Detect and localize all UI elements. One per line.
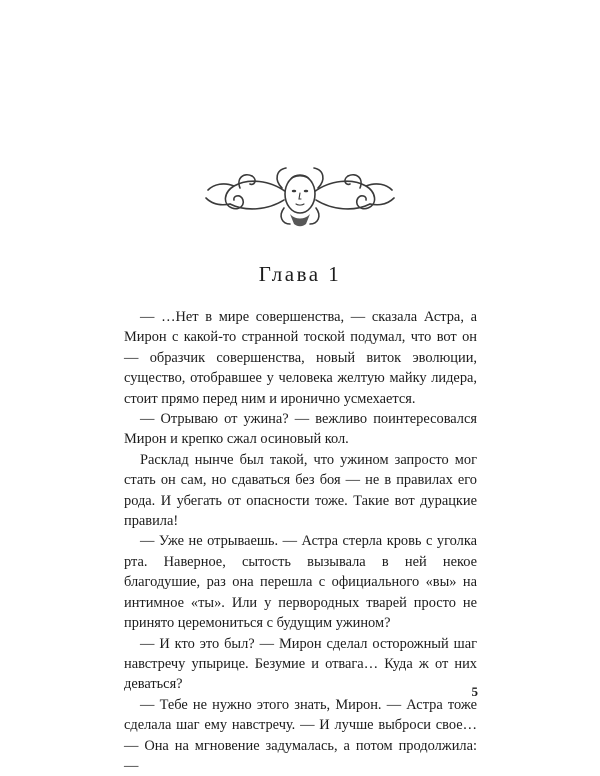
chapter-title: Глава 1: [258, 262, 342, 286]
paragraph: — …Нет в мире совершенства, — сказала Астра, а Мирон с какой-то странной тоской подумал, что вот он — образчик совершенства, новый виток эволюции, существо, отобравшее у человека желтую майку лидера, стоит прямо перед ним и иронично усмехается.: [124, 309, 477, 407]
page-number: 5: [471, 684, 478, 699]
paragraph: — И кто это был? — Мирон сделал осторожный шаг навстречу упырице. Безумие и отвага… Куда ж от них деваться?: [124, 635, 477, 693]
angel-face-scroll-ornament-icon: [200, 158, 400, 230]
paragraph: — Отрываю от ужина? — вежливо поинтересовался Мирон и крепко сжал осиновый кол.: [124, 411, 477, 448]
chapter-body: [124, 307, 477, 776]
paragraph: — Уже не отрываешь. — Астра стерла кровь с уголка рта. Наверное, сытость вызывала в ней некое благодушие, раз она перешла с официального «вы» на интимное «ты». Или у первородных тварей просто не принято церемониться с будущим ужином?: [124, 533, 477, 632]
paragraph: Расклад нынче был такой, что ужином запросто мог стать он сам, но сдаваться без боя — не в правилах его рода. И убегать от опасности тоже. Такие вот дурацкие правила!: [124, 451, 477, 530]
paragraph: — Тебе не нужно этого знать, Мирон. — Астра тоже сделала шаг ему навстречу. — И лучше выброси свое… — Она на мгновение задумалась, а потом продолжила: —: [124, 696, 477, 774]
